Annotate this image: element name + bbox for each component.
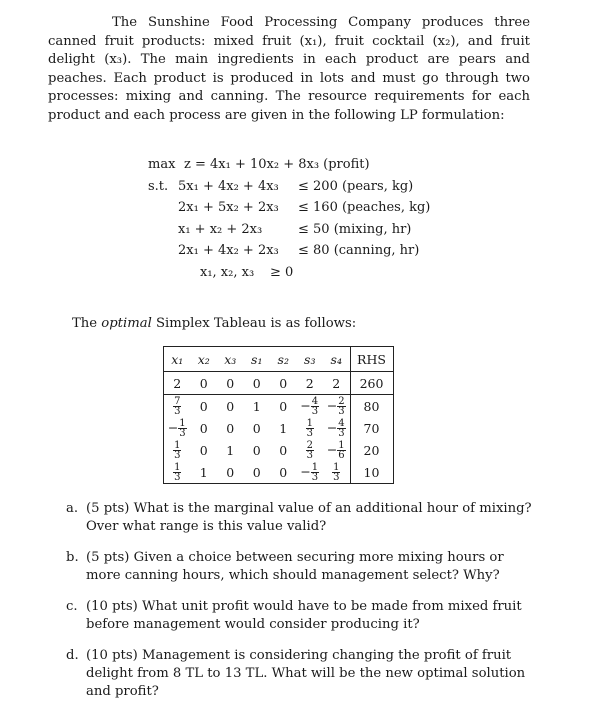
table-cell: − $\frac{1}{6}$ xyxy=(326,439,345,461)
table-row xyxy=(164,439,394,461)
table-cell: 0 xyxy=(244,372,271,395)
constraint-expression: x₁ + x₂ + 2x₃ xyxy=(178,221,263,237)
table-cell: 0 xyxy=(199,398,208,414)
fraction: $\frac{1}{3}$ xyxy=(333,461,340,483)
fraction: $\frac{4}{3}$ xyxy=(338,417,345,439)
tableau-header-var: x₁ xyxy=(164,347,191,372)
table-cell: 0 xyxy=(279,398,288,414)
constraint-expression: x₁, x₂, x₃ xyxy=(200,264,255,280)
table-cell: 1 xyxy=(252,398,261,414)
table-cell: − $\frac{1}{3}$ xyxy=(167,417,186,439)
tableau-header-var: x₃ xyxy=(217,347,244,372)
constraint-expression: 2x₁ + 5x₂ + 2x₃ xyxy=(178,200,279,215)
fraction: $\frac{2}{3}$ xyxy=(306,439,313,461)
table-cell xyxy=(323,461,350,484)
objective-label: max xyxy=(148,157,176,172)
question-item xyxy=(66,598,532,634)
fraction: $\frac{1}{6}$ xyxy=(338,439,345,461)
fraction: $\frac{4}{3}$ xyxy=(311,395,319,417)
question-text: (5 pts) Given a choice between securing more mixing hours or more canning hours, which should management select? Why? xyxy=(86,550,504,583)
table-cell xyxy=(164,395,191,418)
table-cell: 0 xyxy=(270,372,297,395)
objective-expression: z = 4x₁ + 10x₂ + 8x₃ (profit) xyxy=(184,157,370,172)
question-label: d. xyxy=(66,648,79,663)
table-cell: 2 xyxy=(164,372,191,395)
constraint-expression: 2x₁ + 4x₂ + 2x₃ xyxy=(178,243,279,258)
table-cell xyxy=(297,439,324,461)
question-item xyxy=(66,549,532,585)
table-cell: − $\frac{1}{3}$ xyxy=(300,461,319,483)
question-label: b. xyxy=(66,550,79,565)
table-cell: 0 xyxy=(226,398,235,414)
problem-intro: The Sunshine Food Processing Company produces three canned fruit products: mixed fruit (x₁), fruit cocktail (x₂), and fruit delight (x₃). The main ingredients in each product are pears and peaches. Each product is produced in lots and must go through two processes: mixing and canning. The resource requirements for each product and each process are given in the following LP formulation: xyxy=(48,15,530,123)
table-row xyxy=(164,395,394,418)
table-cell: 260 xyxy=(350,372,393,395)
table-cell: 2 xyxy=(297,372,324,395)
table-cell: 0 xyxy=(279,464,288,480)
table-cell xyxy=(297,417,324,439)
table-cell: 0 xyxy=(279,442,288,458)
fraction: $\frac{7}{3}$ xyxy=(174,395,181,417)
table-cell: 0 xyxy=(191,372,218,395)
constraint-bound: ≤ 80 (canning, hr) xyxy=(298,243,420,258)
table-cell: 0 xyxy=(252,464,261,480)
constraint-bound: ≥ 0 xyxy=(270,264,294,280)
table-cell: 1 xyxy=(279,420,288,436)
fraction: $\frac{1}{3}$ xyxy=(179,417,186,439)
question-text: (5 pts) What is the marginal value of an additional hour of mixing? Over what range is this value valid? xyxy=(86,501,532,534)
objective-row-tableau xyxy=(164,372,394,395)
table-cell: 0 xyxy=(199,420,208,436)
table-cell: 1 xyxy=(226,442,235,458)
table-cell: 10 xyxy=(350,461,393,484)
question-item xyxy=(66,500,532,536)
caption-emphasis: optimal xyxy=(101,316,152,331)
constraint-label: s.t. xyxy=(148,178,169,194)
fraction: $\frac{1}{3}$ xyxy=(306,417,313,439)
tableau-header-row xyxy=(164,347,394,372)
constraint-expression: 5x₁ + 4x₂ + 4x₃ xyxy=(178,178,279,194)
question-list xyxy=(66,500,532,714)
table-cell: 0 xyxy=(217,372,244,395)
table-cell: 70 xyxy=(350,417,393,439)
table-cell xyxy=(164,439,191,461)
question-label: c. xyxy=(66,599,78,614)
table-cell: 0 xyxy=(226,464,235,480)
constraint-bound: ≤ 200 (pears, kg) xyxy=(298,178,414,194)
question-text: (10 pts) What unit profit would have to be made from mixed fruit before management would consider producing it? xyxy=(86,599,522,632)
fraction: $\frac{1}{3}$ xyxy=(311,461,319,483)
table-row xyxy=(164,417,394,439)
table-cell: − $\frac{4}{3}$ xyxy=(300,395,319,417)
fraction: $\frac{2}{3}$ xyxy=(338,395,345,417)
tableau-header-var: x₂ xyxy=(191,347,218,372)
fraction: $\frac{1}{3}$ xyxy=(174,439,181,461)
fraction: $\frac{1}{3}$ xyxy=(174,461,181,483)
question-label: a. xyxy=(66,501,79,516)
constraint-bound: ≤ 50 (mixing, hr) xyxy=(298,221,412,237)
table-cell: 20 xyxy=(350,439,393,461)
caption-text-end: Simplex Tableau is as follows: xyxy=(151,316,357,331)
table-cell: 0 xyxy=(199,442,208,458)
constraint-bound: ≤ 160 (peaches, kg) xyxy=(298,200,431,215)
question-text: (10 pts) Management is considering changing the profit of fruit delight from 8 TL to 13 TL. What will be the new optimal solution and profit? xyxy=(86,648,526,699)
table-cell xyxy=(164,461,191,484)
tableau-header-rhs: RHS xyxy=(350,347,393,372)
question-item xyxy=(66,647,532,701)
table-cell: 2 xyxy=(323,372,350,395)
table-cell: − $\frac{2}{3}$ xyxy=(326,395,345,417)
tableau-header-var: s₁ xyxy=(244,347,271,372)
table-cell: 0 xyxy=(252,420,261,436)
table-cell: 0 xyxy=(226,420,235,436)
table-cell: − $\frac{4}{3}$ xyxy=(326,417,345,439)
caption-text: The xyxy=(72,316,102,331)
tableau-header-var: s₃ xyxy=(297,347,324,372)
table-cell: 1 xyxy=(199,464,208,480)
tableau-header-var: s₄ xyxy=(323,347,350,372)
table-cell: 80 xyxy=(350,395,393,418)
tableau-caption xyxy=(72,316,356,331)
table-cell: 0 xyxy=(252,442,261,458)
table-row xyxy=(164,461,394,484)
simplex-tableau xyxy=(163,346,394,484)
tableau-header-var: s₂ xyxy=(270,347,297,372)
